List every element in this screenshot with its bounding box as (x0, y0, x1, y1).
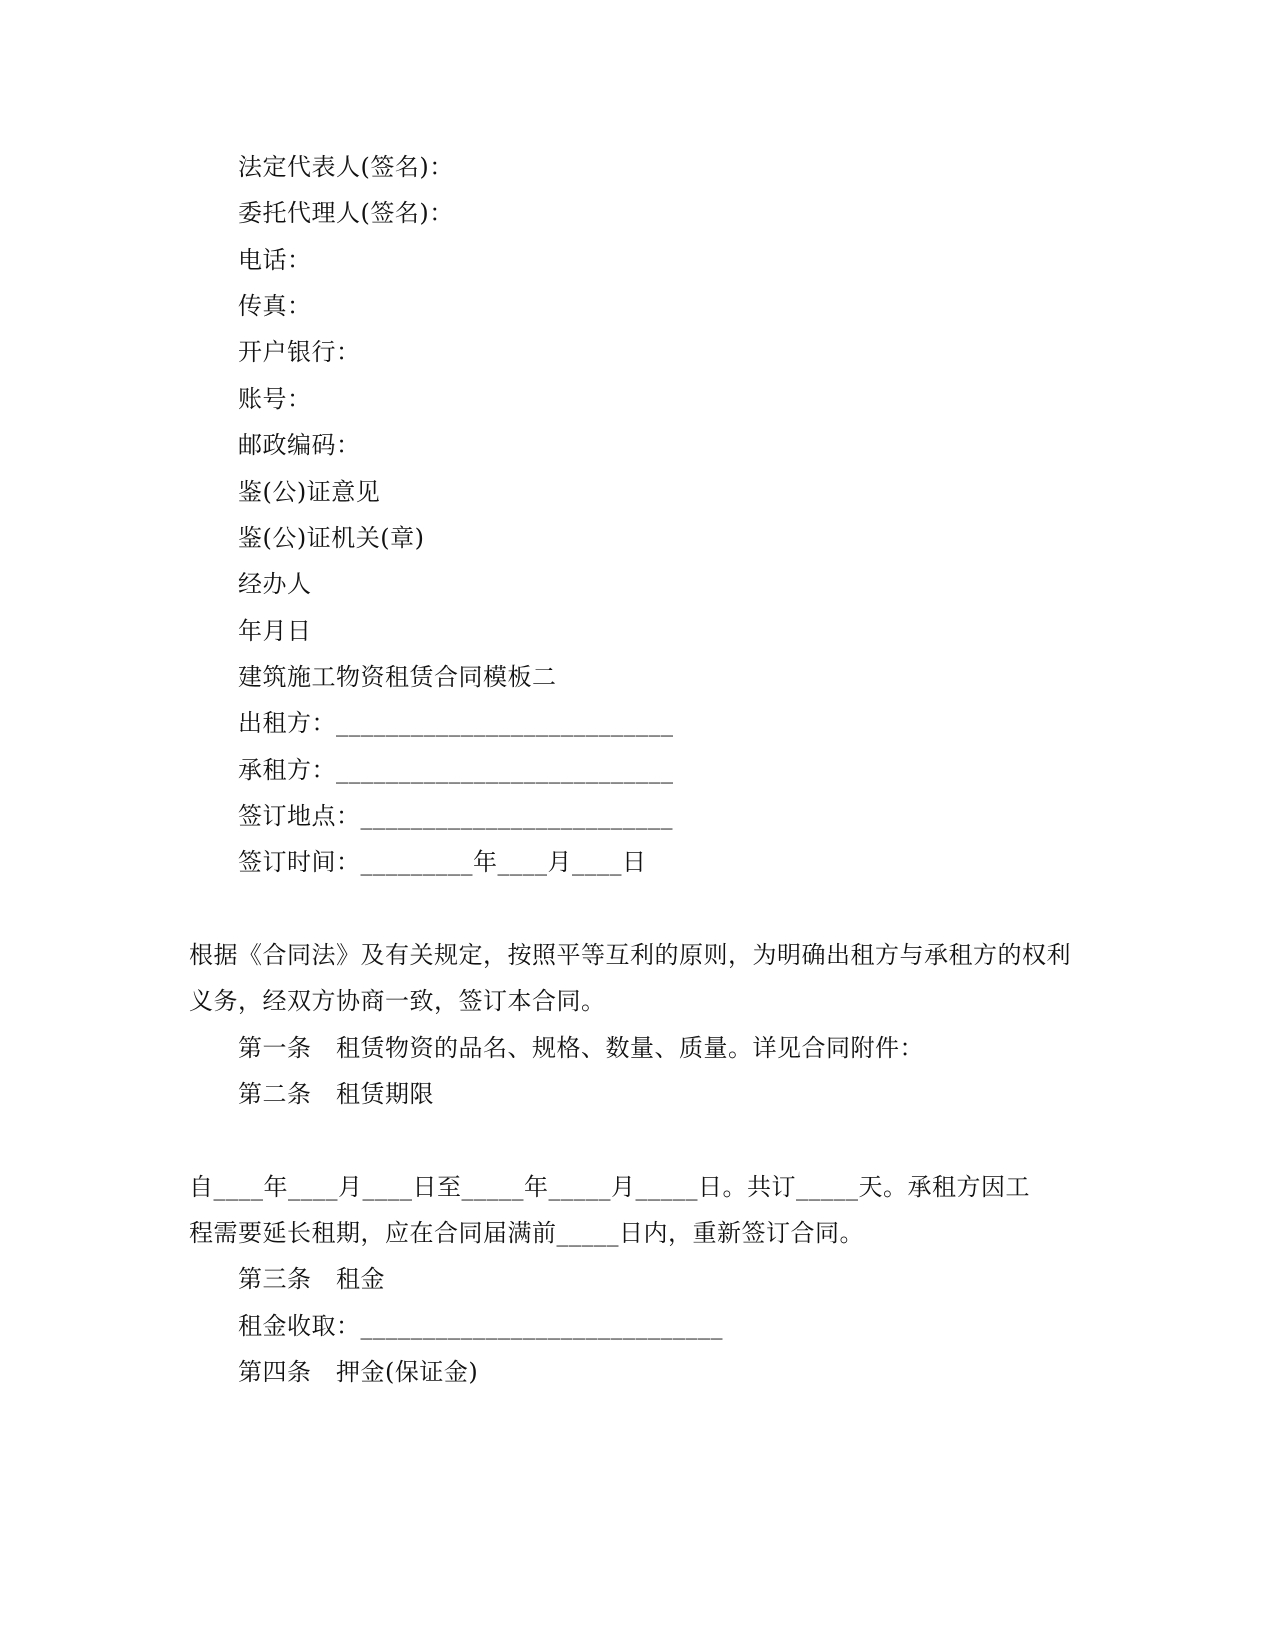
agent-label: 委托代理人(签名)： (238, 199, 454, 227)
fax-label: 传真： (238, 292, 312, 320)
legal-rep-label: 法定代表人(签名)： (238, 153, 454, 181)
article-2-body-line-2: 程需要延长租期，应在合同届满前_____日内，重新签订合同。 (189, 1219, 864, 1247)
notary-handler: 经办人 (238, 570, 312, 598)
article-4-heading: 第四条 押金(保证金) (238, 1358, 479, 1386)
preamble-line-2: 义务，经双方协商一致，签订本合同。 (189, 987, 606, 1015)
postcode-label: 邮政编码： (238, 431, 361, 459)
phone-label: 电话： (238, 246, 312, 274)
article-3-heading: 第三条 租金 (238, 1265, 385, 1293)
account-label: 账号： (238, 385, 312, 413)
lessee-field: 承租方：___________________________ (238, 756, 674, 784)
notary-authority: 鉴(公)证机关(章) (238, 524, 425, 552)
signing-place-field: 签订地点：_________________________ (238, 802, 673, 830)
rent-collection-field: 租金收取：_____________________________ (238, 1312, 723, 1340)
signing-time-field: 签订时间：_________年____月____日 (238, 848, 647, 876)
bank-label: 开户银行： (238, 338, 361, 366)
notary-date: 年月日 (238, 617, 312, 645)
preamble-line-1: 根据《合同法》及有关规定，按照平等互利的原则，为明确出租方与承租方的权利 (189, 941, 1071, 969)
notary-opinion: 鉴(公)证意见 (238, 478, 381, 506)
article-1: 第一条 租赁物资的品名、规格、数量、质量。详见合同附件： (238, 1034, 924, 1062)
article-2-body-line-1: 自____年____月____日至_____年_____月_____日。共订_____天。承租方因工 (189, 1173, 1030, 1201)
article-2-heading: 第二条 租赁期限 (238, 1080, 434, 1108)
lessor-field: 出租方：___________________________ (238, 709, 674, 737)
template-title: 建筑施工物资租赁合同模板二 (238, 663, 557, 691)
